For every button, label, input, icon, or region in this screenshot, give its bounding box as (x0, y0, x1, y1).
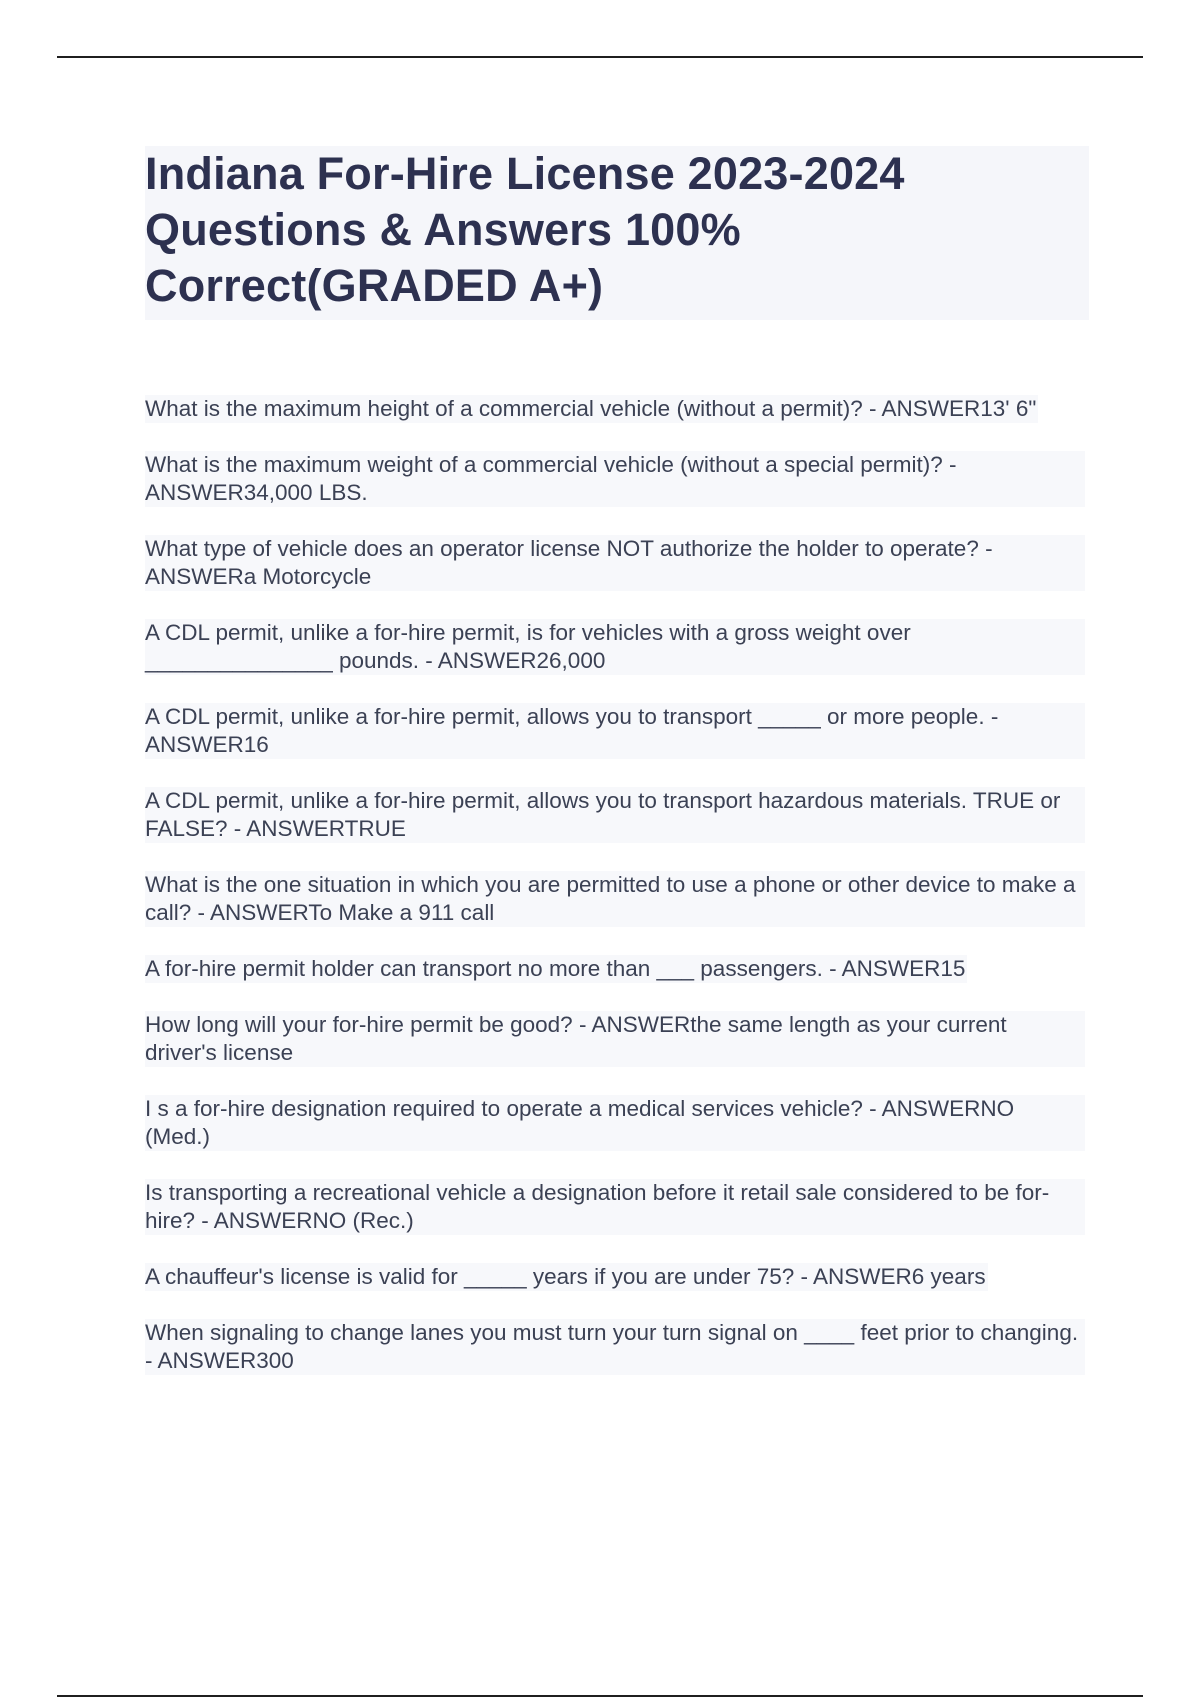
document-title: Indiana For-Hire License 2023-2024 Questions & Answers 100% Correct(GRADED A+) (145, 148, 905, 311)
list-item (145, 787, 1085, 843)
header-rule (57, 56, 1143, 58)
list-item (145, 619, 1085, 675)
qa-text: A CDL permit, unlike a for-hire permit, is for vehicles with a gross weight over _______________ pounds. - ANSWER26,000 (145, 619, 1085, 675)
list-item (145, 703, 1085, 759)
list-item (145, 1179, 1085, 1235)
footer-rule (57, 1695, 1143, 1697)
qa-text: What type of vehicle does an operator license NOT authorize the holder to operate? - ANSWERa Motorcycle (145, 535, 1085, 591)
qa-text: A for-hire permit holder can transport no more than ___ passengers. - ANSWER15 (145, 956, 966, 981)
qa-text: What is the maximum height of a commercial vehicle (without a permit)? - ANSWER13' 6" (145, 396, 1037, 421)
list-item (145, 1319, 1085, 1375)
qa-text: When signaling to change lanes you must turn your turn signal on ____ feet prior to changing. - ANSWER300 (145, 1319, 1085, 1375)
qa-text: A CDL permit, unlike a for-hire permit, allows you to transport _____ or more people. - ANSWER16 (145, 703, 1085, 759)
list-item (145, 1095, 1085, 1151)
list-item (145, 451, 1085, 507)
list-item (145, 535, 1085, 591)
qa-text: Is transporting a recreational vehicle a designation before it retail sale considered to be for-hire? - ANSWERNO (Rec.) (145, 1179, 1085, 1235)
qa-text: What is the maximum weight of a commercial vehicle (without a special permit)? - ANSWER34,000 LBS. (145, 451, 1085, 507)
list-item (145, 955, 1085, 983)
qa-list (145, 395, 1085, 1403)
qa-text: What is the one situation in which you are permitted to use a phone or other device to make a call? - ANSWERTo Make a 911 call (145, 871, 1085, 927)
list-item (145, 871, 1085, 927)
qa-text: I s a for-hire designation required to operate a medical services vehicle? - ANSWERNO (Med.) (145, 1095, 1085, 1151)
list-item (145, 1011, 1085, 1067)
qa-text: A CDL permit, unlike a for-hire permit, allows you to transport hazardous materials. TRUE or FALSE? - ANSWERTRUE (145, 787, 1085, 843)
list-item (145, 1263, 1085, 1291)
qa-text: How long will your for-hire permit be good? - ANSWERthe same length as your current driver's license (145, 1011, 1085, 1067)
qa-text: A chauffeur's license is valid for _____ years if you are under 75? - ANSWER6 years (145, 1264, 986, 1289)
title-block (145, 146, 1089, 320)
list-item (145, 395, 1085, 423)
